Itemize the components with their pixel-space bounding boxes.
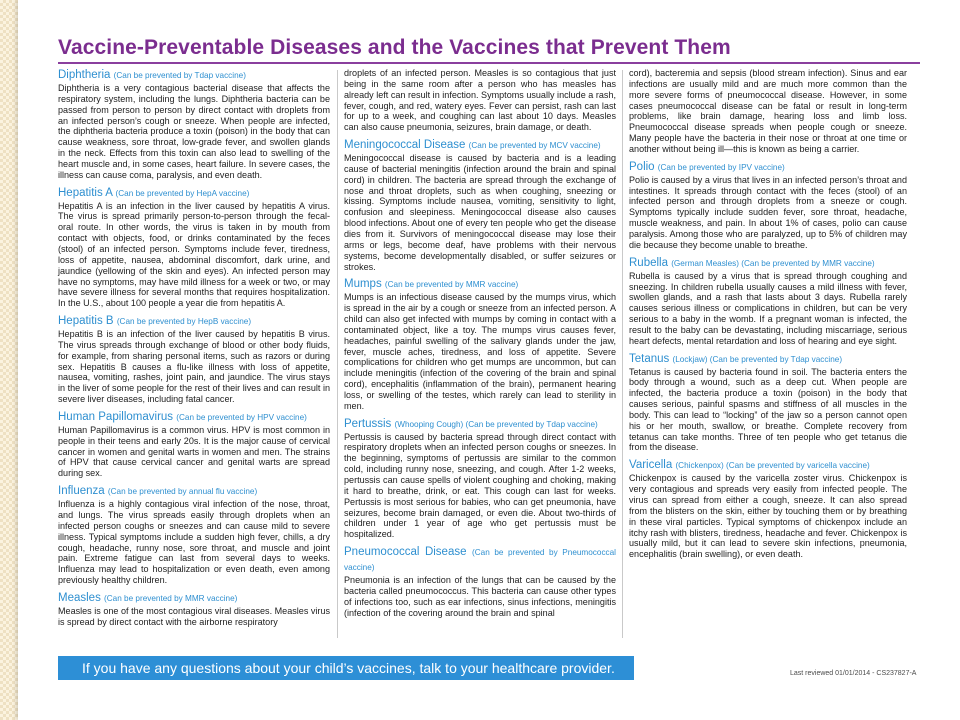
disease-name: Diphtheria bbox=[58, 69, 111, 81]
disease-description: Meningococcal disease is caused by bacteria and is a leading cause of bacterial meningitis (infection around the brain and spinal cord) in children. The bacteria are spread through the exchange of nose and throat droplets, such as when coughing, sneezing or kissing. Symptoms include nausea, vomiting, sensitivity to light, confusion and sleepiness. Meningococcal disease also causes blood infections. About one of every ten people who get the disease dies from it. Survivors of meningococcal disease may lose their arms or legs, become deaf, have problems with their nervous systems, become developmentally disabled, or suffer seizures or strokes. bbox=[344, 153, 616, 272]
disease-section bbox=[629, 68, 907, 155]
text-column-1 bbox=[58, 68, 330, 633]
disease-description: Human Papillomavirus is a common virus. HPV is most common in people in their teens and early 20s. It is the major cause of cervical cancer in women and genital warts in women and men. The strains of HPV that cause cervical cancer and genital warts are spread during sex. bbox=[58, 424, 330, 479]
disease-heading bbox=[629, 160, 907, 175]
disease-section bbox=[344, 138, 616, 272]
disease-section bbox=[58, 591, 330, 628]
disease-heading bbox=[58, 410, 330, 425]
disease-heading bbox=[344, 417, 616, 432]
disease-heading bbox=[58, 591, 330, 606]
disease-name: Measles bbox=[58, 591, 101, 604]
disease-description: Mumps is an infectious disease caused by the mumps virus, which is spread in the air by a cough or sneeze from an infected person. A child can also get infected with mumps by coming in contact with a contaminated object, like a toy. The mumps virus causes fever, headaches, painful swelling of the salivary glands under the jaw, fever, muscle aches, tiredness, and loss of appetite. Severe complications for children who get mumps are uncommon, but can include meningitis (infection of the covering of the brain and spinal cord), encephalitis (inflammation of the brain), permanent hearing loss, or swelling of the testes, which rarely can lead to sterility in men. bbox=[344, 292, 616, 411]
disease-section bbox=[344, 68, 616, 133]
disease-heading bbox=[629, 352, 907, 367]
column-divider bbox=[337, 70, 338, 638]
document-page bbox=[18, 0, 960, 720]
disease-name: Tetanus bbox=[629, 352, 670, 365]
disease-description: Chickenpox is caused by the varicella zoster virus. Chickenpox is very contagious and spreads very easily from infected people. The virus can spread from either a cough, sneeze. It can also spread from the blisters on the skin, either by touching them or by breathing in these viral particles. Typical symptoms of chickenpox include an itchy rash with blisters, tiredness, headache and fever. Chickenpox is usually mild, but it can lead to severe skin infections, pneumonia, encephalitis (brain swelling), or even death. bbox=[629, 473, 907, 560]
disease-name: Mumps bbox=[344, 278, 382, 291]
disease-description: Rubella is caused by a virus that is spread through coughing and sneezing. In children rubella usually causes a mild illness with fever, swollen glands, and a rash that lasts about 3 days. Rubella rarely causes serious illness or complications in children, but can be very serious to a baby in the womb. If a pregnant woman is infected, the result to the baby can be devastating, including miscarriage, serious heart defects, mental retardation and loss of hearing and eye sight. bbox=[629, 270, 907, 346]
disease-section bbox=[629, 458, 907, 560]
disease-section bbox=[58, 484, 330, 586]
disease-description: Measles is one of the most contagious viral diseases. Measles virus is spread by direct contact with the airborne respiratory bbox=[58, 605, 330, 627]
disease-heading bbox=[58, 484, 330, 499]
disease-description: Influenza is a highly contagious viral infection of the nose, throat, and lungs. The virus spreads easily through droplets when an infected person coughs or sneezes and can cause mild to severe illness. Typical symptoms include a sudden high fever, chills, a dry cough, headache, runny nose, sore throat, and muscle and joint pain. Extreme fatigue can last from several days to weeks. Influenza may lead to hospitalization or even death, even among previously healthy children. bbox=[58, 499, 330, 586]
disease-section bbox=[58, 314, 330, 405]
disease-heading bbox=[629, 256, 907, 271]
vaccine-note: (Can be prevented by IPV vaccine) bbox=[657, 162, 785, 172]
disease-section bbox=[344, 417, 616, 540]
disease-section bbox=[344, 277, 616, 411]
disease-section bbox=[629, 160, 907, 251]
text-column-2 bbox=[344, 68, 616, 623]
disease-description: Pertussis is caused by bacteria spread through direct contact with respiratory droplets when an infected person coughs or sneezes. In the beginning, symptoms of pertussis are similar to the common cold, including runny nose, sneezing, and cough. After 1-2 weeks, pertussis can cause spells of violent coughing and choking, making it hard to breathe, drink, or eat. This cough can last for weeks. Pertussis is most serious for babies, who can get pneumonia, have seizures, become brain damaged, or even die. About two-thirds of children under 1 year of age who get pertussis must be hospitalized. bbox=[344, 431, 616, 540]
column-divider bbox=[622, 70, 623, 638]
disease-description: cord), bacteremia and sepsis (blood stream infection). Sinus and ear infections are usually mild and are much more common than the more severe forms of pneumococcal disease. However, in some cases pneumococcal disease can be fatal or result in long-term problems, like brain damage, hearing loss and limb loss. Pneumococcal disease spreads when people cough or sneeze. Many people have the bacteria in their nose or throat at one time or another without being ill—this is known as being a carrier. bbox=[629, 68, 907, 154]
disease-section bbox=[344, 545, 616, 618]
disease-description: Pneumonia is an infection of the lungs that can be caused by the bacteria called pneumococcus. This bacteria can cause other types of infections too, such as ear infections, sinus infections, meningitis (infection of the covering around the brain and spinal bbox=[344, 575, 616, 618]
disease-name: Meningococcal Disease bbox=[344, 139, 466, 152]
disease-heading bbox=[58, 186, 330, 201]
vaccine-note: (Can be prevented by Tdap vaccine) bbox=[113, 71, 246, 80]
footer-banner: If you have any questions about your child’s vaccines, talk to your healthcare provider. bbox=[58, 656, 634, 680]
vaccine-note: (Can be prevented by HPV vaccine) bbox=[176, 412, 307, 422]
vaccine-note: (Lockjaw) (Can be prevented by Tdap vaccine) bbox=[672, 354, 843, 364]
vaccine-note: (Can be prevented by MMR vaccine) bbox=[104, 593, 238, 603]
disease-description: Hepatitis B is an infection of the liver caused by hepatitis B virus. The virus spreads through exchange of blood or other body fluids, for example, from sharing personal items, such as razors or during sex. Hepatitis B causes a flu-like illness with loss of appetite, nausea, vomiting, rashes, joint pain, and jaundice. The virus stays in the liver of some people for the rest of their lives and can result in severe liver diseases, including fatal cancer. bbox=[58, 329, 330, 405]
disease-section bbox=[58, 186, 330, 309]
disease-description: Tetanus is caused by bacteria found in soil. The bacteria enters the body through a wound, such as a deep cut. When people are infected, the bacteria produce a toxin (poison) in the body that causes serious, painful spasms and stiffness of all muscles in the body. This can lead to “locking” of the jaw so a person cannot open his or her mouth, swallow, or breathe. Complete recovery from tetanus can take months. Three of ten people who get tetanus die from the disease. bbox=[629, 366, 907, 453]
disease-name: Influenza bbox=[58, 485, 105, 498]
disease-name: Pertussis bbox=[344, 417, 392, 430]
text-column-3 bbox=[629, 68, 907, 565]
vaccine-note: (Can be prevented by MMR vaccine) bbox=[384, 280, 519, 290]
disease-heading bbox=[344, 138, 616, 153]
disease-heading bbox=[344, 277, 616, 292]
disease-name: Polio bbox=[629, 160, 655, 173]
disease-name: Hepatitis A bbox=[58, 186, 113, 199]
disease-name: Pneumococcal Disease bbox=[344, 546, 467, 559]
vaccine-note: (Chickenpox) (Can be prevented by varicella vaccine) bbox=[675, 461, 870, 471]
vaccine-note: (Can be prevented by HepB vaccine) bbox=[116, 317, 252, 327]
vaccine-note: (Can be prevented by MCV vaccine) bbox=[468, 141, 601, 151]
disease-heading bbox=[629, 458, 907, 473]
disease-description: Hepatitis A is an infection in the liver caused by hepatitis A virus. The virus is spread primarily person-to-person through the fecal-oral route. In other words, the virus is taken in by mouth from contact with objects, food, or drinks contaminated by the feces (stool) of an infected person. Symptoms include fever, tiredness, loss of appetite, nausea, abdominal discomfort, dark urine, and jaundice (yellowing of the skin and eyes). An infected person may have no symptoms, may have mild illness for a week or two, or may have severe illness for several months that requires hospitalization. In the U.S., about 100 people a year die from hepatitis A. bbox=[58, 200, 330, 309]
page-title: Vaccine-Preventable Diseases and the Vaccines that Prevent Them bbox=[58, 36, 731, 59]
vaccine-note: (Can be prevented by HepA vaccine) bbox=[115, 188, 250, 198]
disease-section bbox=[629, 352, 907, 454]
disease-description: droplets of an infected person. Measles is so contagious that just being in the same room after a person who has measles has already left can result in infection. Symptoms usually include a rash, fever, cough, and red, watery eyes. Fever can persist, rash can last for up to a week, and coughing can last about 10 days. Measles can also cause pneumonia, seizures, brain damage, or death. bbox=[344, 68, 616, 133]
title-divider bbox=[58, 62, 920, 64]
vaccine-note: (German Measles) (Can be prevented by MMR vaccine) bbox=[671, 258, 875, 268]
disease-heading bbox=[344, 545, 616, 575]
disease-description: Polio is caused by a virus that lives in an infected person’s throat and intestines. It spreads through contact with the feces (stool) of an infected person and through droplets from a sneeze or cough. Symptoms typically include sudden fever, sore throat, headache, muscle weakness, and pain. In about 1% of cases, polio can cause paralysis. Among those who are paralyzed, up to 5% of children may die because they become unable to breathe. bbox=[629, 174, 907, 250]
disease-section bbox=[58, 410, 330, 479]
vaccine-note: (Can be prevented by Pneumococcal vaccine) bbox=[344, 548, 617, 573]
disease-name: Rubella bbox=[629, 256, 668, 269]
disease-description: Diphtheria is a very contagious bacterial disease that affects the respiratory system, including the lungs. Diphtheria bacteria can be passed from person to person by direct contact with droplets from an infected person’s cough or sneeze. When people are infected, the diphtheria bacteria produce a toxin (poison) in the body that can cause weakness, sore throat, low-grade fever, and swollen glands in the neck. Effects from this toxin can also lead to swelling of the heart muscle and, in some cases, heart failure. In severe cases, the illness can cause coma, paralysis, and even death. bbox=[58, 83, 330, 180]
last-reviewed-note: Last reviewed 01/01/2014 - CS237827-A bbox=[790, 670, 917, 677]
vaccine-note: (Can be prevented by annual flu vaccine) bbox=[107, 487, 258, 497]
disease-section bbox=[629, 256, 907, 347]
disease-name: Hepatitis B bbox=[58, 315, 114, 328]
disease-name: Varicella bbox=[629, 459, 673, 472]
vaccine-note: (Whooping Cough) (Can be prevented by Tdap vaccine) bbox=[394, 419, 598, 429]
disease-heading bbox=[58, 314, 330, 329]
disease-name: Human Papillomavirus bbox=[58, 410, 174, 423]
disease-section bbox=[58, 68, 330, 181]
disease-heading bbox=[58, 68, 330, 83]
